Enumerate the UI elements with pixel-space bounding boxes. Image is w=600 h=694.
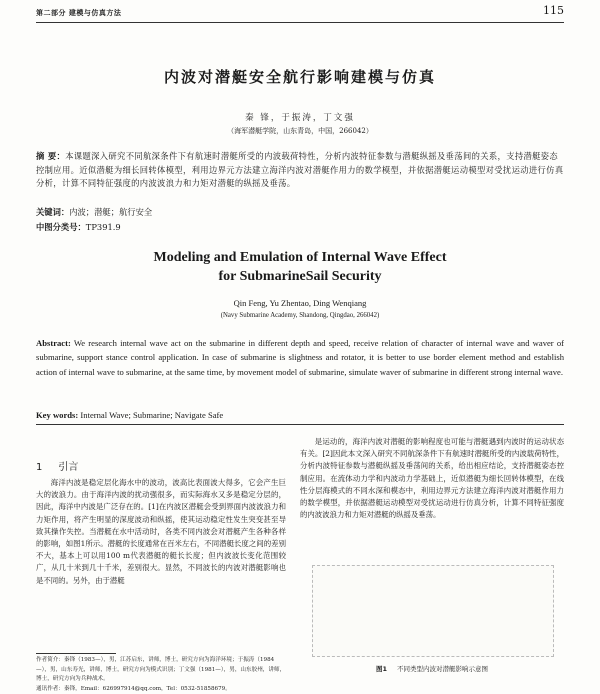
footnote-author-info: 作者简介：秦锋（1983—），男，江苏启东，讲师，博士，研究方向为海洋环境；于振涛（1984—），男，山东寿光，讲师，博士，研究方向为模式识别；丁文强（1981—），男，山东胶州，讲师，博士，研究方向为兵种战术。 (36, 656, 286, 685)
section-divider (36, 424, 564, 425)
authors-chinese: 秦 锋，于振涛，丁文强 (0, 111, 600, 123)
abstract-english-label: Abstract: (36, 338, 71, 348)
footnote-divider (36, 653, 116, 654)
running-header (36, 4, 564, 23)
body-paragraph: 是运动的，海洋内波对潜艇的影响程度也可能与潜艇遇到内波时的运动状态有关。[2]因此本文深入研究不同航深条件下有航速时潜艇所受的内波载荷特性，分析内波特征参数与潜艇纵摇及垂荡间的关系，给出相应结论，支持潜艇姿态控制应用。在流体动力学和内波动力学基础上，近似潜艇为细长回转体模型，在线性分层海模式的不同水深和模态中，利用边界元方法建立海洋内波对潜艇作用力的数学模型，并依据潜艇运动模型对受扰运动进行仿真分析，计算不同特征强度的内波波浪力和力矩对潜艇的纵摇及垂荡。 (300, 436, 564, 521)
title-english-line-2: for SubmarineSail Security (0, 267, 600, 286)
figure-caption-label: 图1 (376, 665, 387, 673)
body-left-column (36, 477, 286, 587)
footnotes (36, 656, 286, 694)
classification-value: TP391.9 (86, 222, 121, 232)
keywords-english-label: Key words: (36, 410, 78, 420)
section-number: 1 (36, 462, 42, 473)
keywords-chinese-label: 关键词： (36, 207, 69, 217)
abstract-english (36, 336, 564, 379)
keywords-english-text: Internal Wave; Submarine; Navigate Safe (80, 410, 223, 420)
title-chinese: 内波对潜艇安全航行影响建模与仿真 (0, 66, 600, 87)
body-right-column (300, 436, 564, 521)
footnote-correspondence: 通讯作者：秦锋，Email：626997914@qq.com，Tel：0532-51858679。 (36, 685, 286, 694)
classification-label: 中图分类号： (36, 222, 86, 232)
affiliation-english: (Navy Submarine Academy, Shandong, Qingdao, 266042) (0, 312, 600, 319)
title-english-line-1: Modeling and Emulation of Internal Wave Effect (0, 248, 600, 267)
abstract-chinese (36, 150, 564, 191)
header-section-title: 第二部分 建模与仿真方法 (36, 8, 121, 18)
keywords-english (36, 410, 564, 420)
classification-number (36, 221, 564, 233)
section-heading (36, 458, 78, 473)
figure-1-placeholder (312, 565, 554, 657)
authors-english: Qin Feng, Yu Zhentao, Ding Wenqiang (0, 298, 600, 308)
body-paragraph: 海洋内波是稳定层化海水中的波动，波高比表面波大得多，它会产生巨大的波浪力。由于海洋内波的扰动强很多，而实际海水又多是稳定分层的，因此，海洋中内波是广泛存在的。[1]在内波区潜艇会受到界面内波波浪力和力矩作用，将产生明显的深度波动和纵摇，使其运动稳定性发生突变甚至导致其操作失控。当潜艇在水中活动时，各类不同内波会对潜艇产生各种各样的影响，如图1所示。潜艇的长度通常在百米左右，不同潜艇长度之间的差别不大，基本上可以用100 m代表潜艇的艇长长度；但内波波长变化范围较广，从几十米到几十千米，差别很大。显然，不同波长的内波对潜艇影响也是不同的。另外，由于潜艇 (36, 477, 286, 587)
affiliation-chinese: （海军潜艇学院，山东青岛，中国，266042） (0, 126, 600, 136)
abstract-chinese-label: 摘 要： (36, 151, 65, 161)
figure-caption (300, 664, 564, 673)
abstract-chinese-text: 本课题深入研究不同航深条件下有航速时潜艇所受的内波载荷特性，分析内波特征参数与潜艇纵摇及垂荡间的关系，支持潜艇姿态控制应用。近似潜艇为细长回转体模型，利用边界元方法建立海洋内波对潜艇作用力的数学模型，并依据潜艇运动模型对受扰运动进行仿真分析，计算不同特征强度的内波波浪力和力矩对潜艇的纵摇及垂荡。 (36, 151, 563, 188)
figure-caption-text: 不同类型内波对潜艇影响示意图 (397, 665, 488, 673)
section-title: 引言 (58, 462, 78, 473)
keywords-chinese-text: 内波；潜艇；航行安全 (69, 207, 152, 217)
keywords-chinese (36, 206, 564, 218)
abstract-english-text: We research internal wave act on the submarine in different depth and speed, receive relation of character of internal wave and waver of submarine, support stance control application. In case of submarine is slightness and rotator, it is better to use border element method and establish action of internal wave to submarine, at the same time, by movement model of submarine, simulate waver of submarine in different strong internal wave. (36, 338, 564, 377)
title-english (0, 248, 600, 286)
page-number: 115 (543, 4, 564, 17)
